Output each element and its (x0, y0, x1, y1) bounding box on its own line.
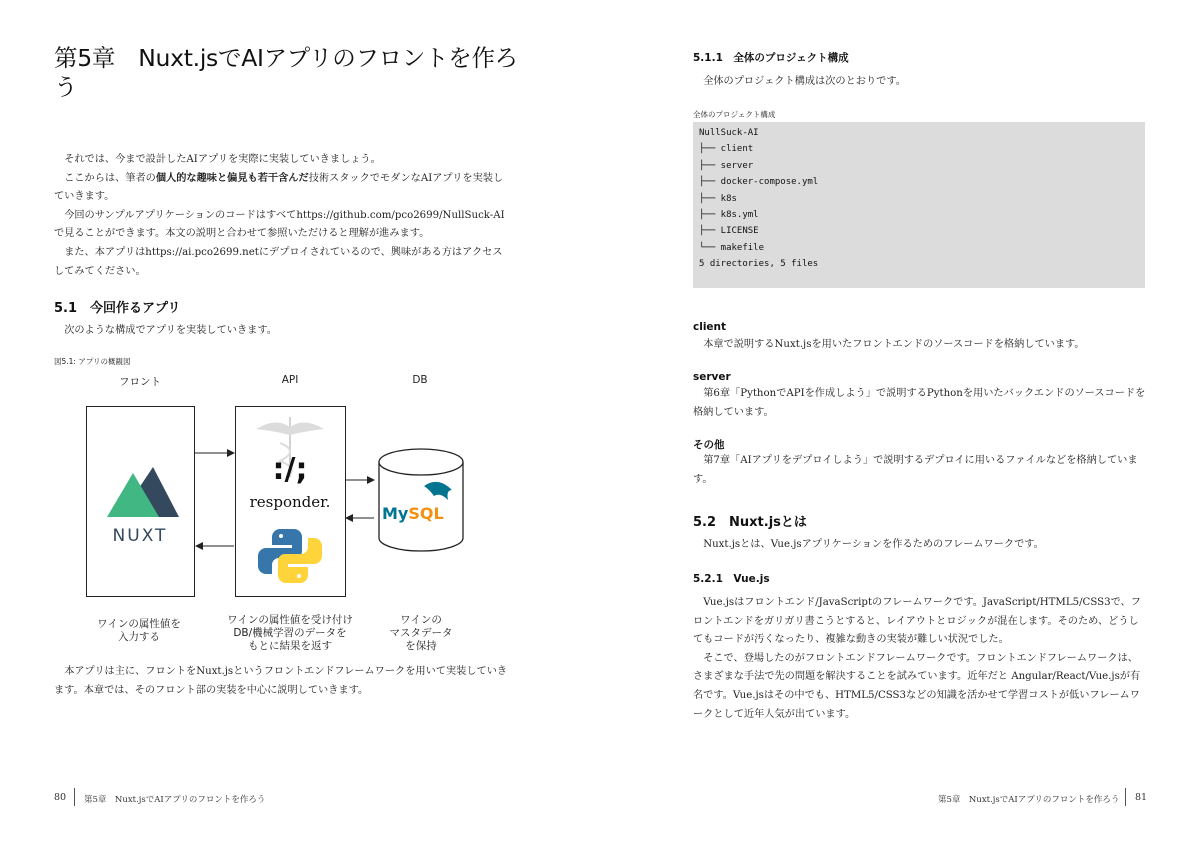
intro-paragraph-3: 今回のサンプルアプリケーションのコードはすべてhttps://github.com/pco2699/NullSuck-AIで見ることができます。本文の説明と合わせて参照いただけると理解が進みます。 (54, 209, 505, 240)
intro-paragraph-4: また、本アプリはhttps://ai.pco2699.netにデプロイされているので、興味がある方はアクセスしてみてください。 (54, 246, 503, 277)
emphasis-text: 個人的な趣味と偏見も若干含んだ (155, 172, 309, 184)
intro-text (54, 151, 508, 281)
chapter-title-line2: う (54, 73, 78, 101)
running-head-right: 第5章 Nuxt.jsでAIアプリのフロントを作ろう (938, 795, 1120, 805)
dir-text-server: 第6章「PythonでAPIを作成しよう」で説明するPythonを用いたバックエンドのソースコードを格納しています。 (693, 388, 1146, 418)
code-line: ├── LICENSE (699, 226, 759, 237)
text-5-2: Nuxt.jsとは、Vue.jsアプリケーションを作るためのフレームワークです。 (703, 539, 1044, 550)
responder-mark-icon: :/; (272, 452, 308, 487)
heading-5-1-1: 5.1.1 全体のプロジェクト構成 (693, 52, 849, 64)
vue-paragraph-1: Vue.jsはフロントエンド/JavaScriptのフレームワークです。JavaScript/HTML5/CSS3で、フロントエンドをガリガリ書こうとすると、レイアウトとロジックが混在します。そのため、どうしてもコードが汚くなったり、複雑な動きの実装が難しい状況でした。 (693, 597, 1141, 646)
vue-paragraph-2: そこで、登場したのがフロントエンドフレームワークです。フロントエンドフレームワークは、さまざまな手法で先の問題を解決することを試みています。近年だと Angular/React/Vue.jsが有名です。Vue.jsはその中でも、HTML5/CSS3などの知識を活かせて学習コストが低いフレームワークとして近年人気が出ています。 (693, 652, 1141, 720)
column-label-api: API (281, 374, 299, 386)
nuxt-logo-text: NUXT (112, 526, 168, 546)
responder-logo-text: responder. (249, 493, 331, 511)
footer-rule-right (1125, 788, 1126, 806)
code-line: └── makefile (699, 242, 765, 253)
dir-text-client: 本章で説明するNuxt.jsを用いたフロントエンドのソースコードを格納しています。 (703, 339, 1085, 350)
diagram-arrows (190, 438, 380, 558)
heading-5-2: 5.2 Nuxt.jsとは (693, 515, 807, 530)
architecture-diagram (0, 368, 600, 658)
dir-heading-server: server (693, 371, 731, 383)
dir-heading-other: その他 (693, 439, 725, 451)
code-block-project-tree (693, 122, 1145, 288)
section-heading-5-1: 5.1 今回作るアプリ (54, 301, 181, 316)
code-line: ├── client (699, 144, 754, 155)
intro-paragraph-1: それでは、今まで設計したAIアプリを実際に実装していきましょう。 (64, 154, 381, 165)
description-db: ワインの マスタデータ を保持 (389, 614, 453, 652)
code-line: ├── server (699, 160, 754, 171)
code-line: ├── k8s.yml (699, 210, 759, 221)
running-head-left: 第5章 Nuxt.jsでAIアプリのフロントを作ろう (84, 795, 266, 805)
closing-paragraph: 本アプリは主に、フロントをNuxt.jsというフロントエンドフレームワークを用いて実装していきます。本章では、そのフロント部の実装を中心に説明していきます。 (54, 666, 508, 696)
code-line: ├── docker-compose.yml (699, 177, 819, 188)
mysql-logo-text: MySQL (382, 504, 444, 523)
dir-heading-client: client (693, 321, 727, 333)
code-line: NullSuck-AI (699, 128, 759, 138)
page-number-left: 80 (54, 792, 67, 803)
column-label-front: フロント (119, 376, 161, 388)
code-caption: 全体のプロジェクト構成 (693, 110, 776, 119)
text-5-1-1: 全体のプロジェクト構成は次のとおりです。 (703, 76, 906, 87)
column-label-db: DB (412, 374, 428, 386)
code-line: ├── k8s (699, 193, 737, 204)
code-line: 5 directories, 5 files (699, 259, 819, 270)
db-cylinder (376, 446, 466, 556)
dir-text-other: 第7章「AIアプリをデプロイしよう」で説明するデプロイに用いるファイルなどを格納しています。 (693, 455, 1138, 485)
page-number-right: 81 (1135, 792, 1148, 803)
section-intro: 次のような構成でアプリを実装していきます。 (64, 325, 277, 336)
description-api: ワインの属性値を受け付け DB/機械学習のデータを もとに結果を返す (227, 614, 353, 652)
figure-caption: 図5.1: アプリの概観図 (54, 357, 131, 366)
heading-5-2-1: 5.2.1 Vue.js (693, 573, 770, 585)
chapter-title (54, 44, 524, 102)
front-box (86, 406, 195, 597)
nuxt-logo (87, 407, 194, 596)
right-page (600, 0, 1200, 848)
chapter-title-line1: 第5章 Nuxt.jsでAIアプリのフロントを作ろ (54, 44, 518, 72)
vue-text (693, 594, 1147, 724)
footer-rule-left (74, 788, 75, 806)
intro-paragraph-2: ここからは、筆者の個人的な趣味と偏見も若干含んだ技術スタックでモダンなAIアプリを実装していきます。 (54, 172, 504, 203)
description-front: ワインの属性値を 入力する (97, 618, 181, 643)
